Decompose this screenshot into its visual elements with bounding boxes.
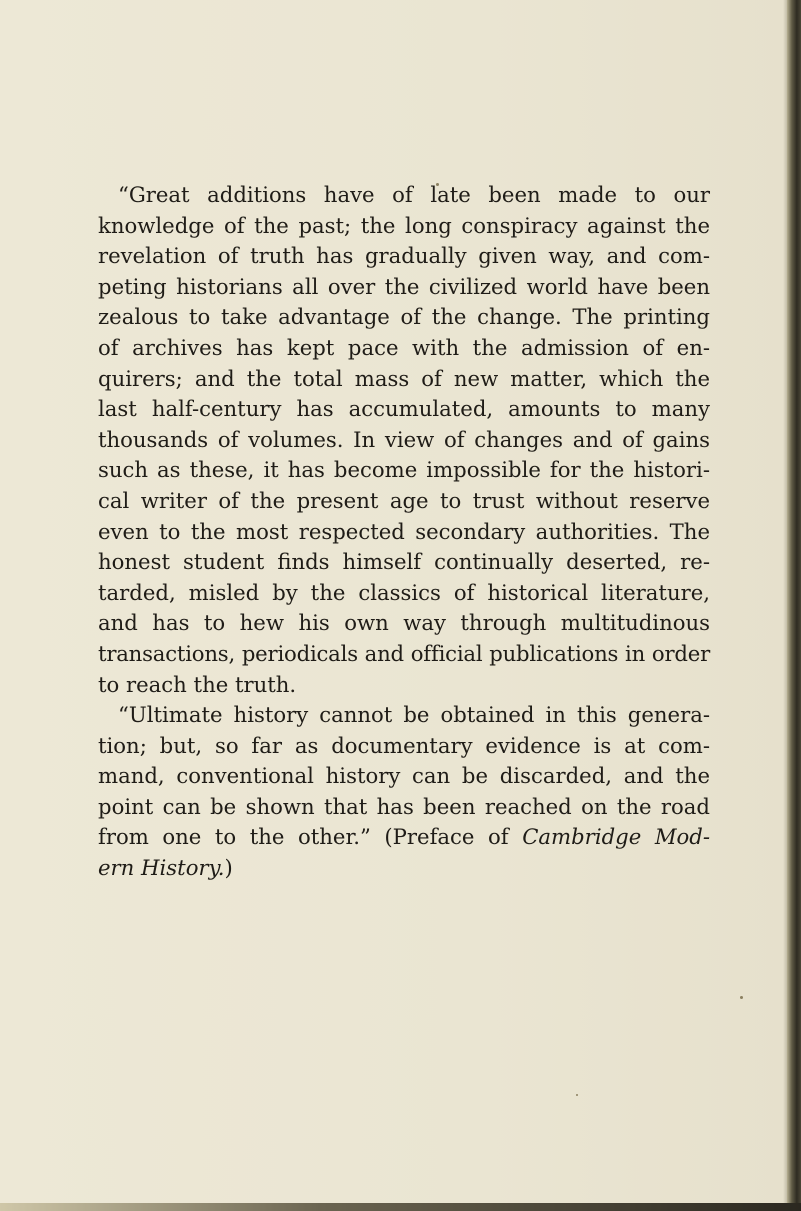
quotation-text (98, 180, 710, 884)
text-line: point can be shown that has been reached on the road (98, 793, 710, 819)
page-edge-right (787, 0, 801, 1211)
book-title: Cambridge Mod- (522, 824, 710, 850)
text-line: of archives has kept pace with the admission of en- (98, 334, 710, 360)
text-line: honest student finds himself continually deserted, re- (98, 549, 710, 575)
text-line: peting historians all over the civilized world have been (98, 273, 710, 299)
text-line: “Ultimate history cannot be obtained in this genera- (118, 702, 710, 728)
text-line: thousands of volumes. In view of changes and of gains (98, 426, 710, 452)
text-line: zealous to take advantage of the change. The printing (98, 304, 710, 330)
page-edge-bottom (0, 1203, 801, 1211)
text-line: mand, conventional history can be discarded, and the (98, 763, 710, 789)
text-line: tion; but, so far as documentary evidence is at com- (98, 732, 710, 758)
text-line: cal writer of the present age to trust without reserve (98, 487, 710, 513)
text-line: revelation of truth has gradually given way, and com- (98, 243, 710, 269)
book-title-continued: ern History. (98, 855, 225, 881)
paper-speck (576, 1094, 578, 1096)
text-line: such as these, it has become impossible for the histori- (98, 457, 710, 483)
text-line: “Great additions have of late been made to our (118, 182, 710, 207)
paper-speck (740, 996, 743, 999)
text-line: transactions, periodicals and official publications in order (98, 640, 710, 666)
text-line: quirers; and the total mass of new matter, which the (98, 365, 710, 391)
text-line: to reach the truth. (98, 671, 297, 697)
closing-quote-text: from one to the other.” (Preface of (98, 824, 523, 850)
text-line: tarded, misled by the classics of historical literature, (98, 579, 710, 605)
text-line: even to the most respected secondary authorities. The (98, 518, 710, 544)
text-line (98, 822, 710, 853)
closing-parenthesis: ) (224, 855, 233, 881)
text-line: and has to hew his own way through multitudinous (98, 610, 710, 636)
text-line (98, 853, 710, 884)
paragraph-1 (98, 180, 710, 700)
paragraph-2 (98, 700, 710, 884)
text-line: knowledge of the past; the long conspiracy against the (98, 212, 710, 238)
text-line: last half-century has accumulated, amounts to many (98, 396, 710, 422)
